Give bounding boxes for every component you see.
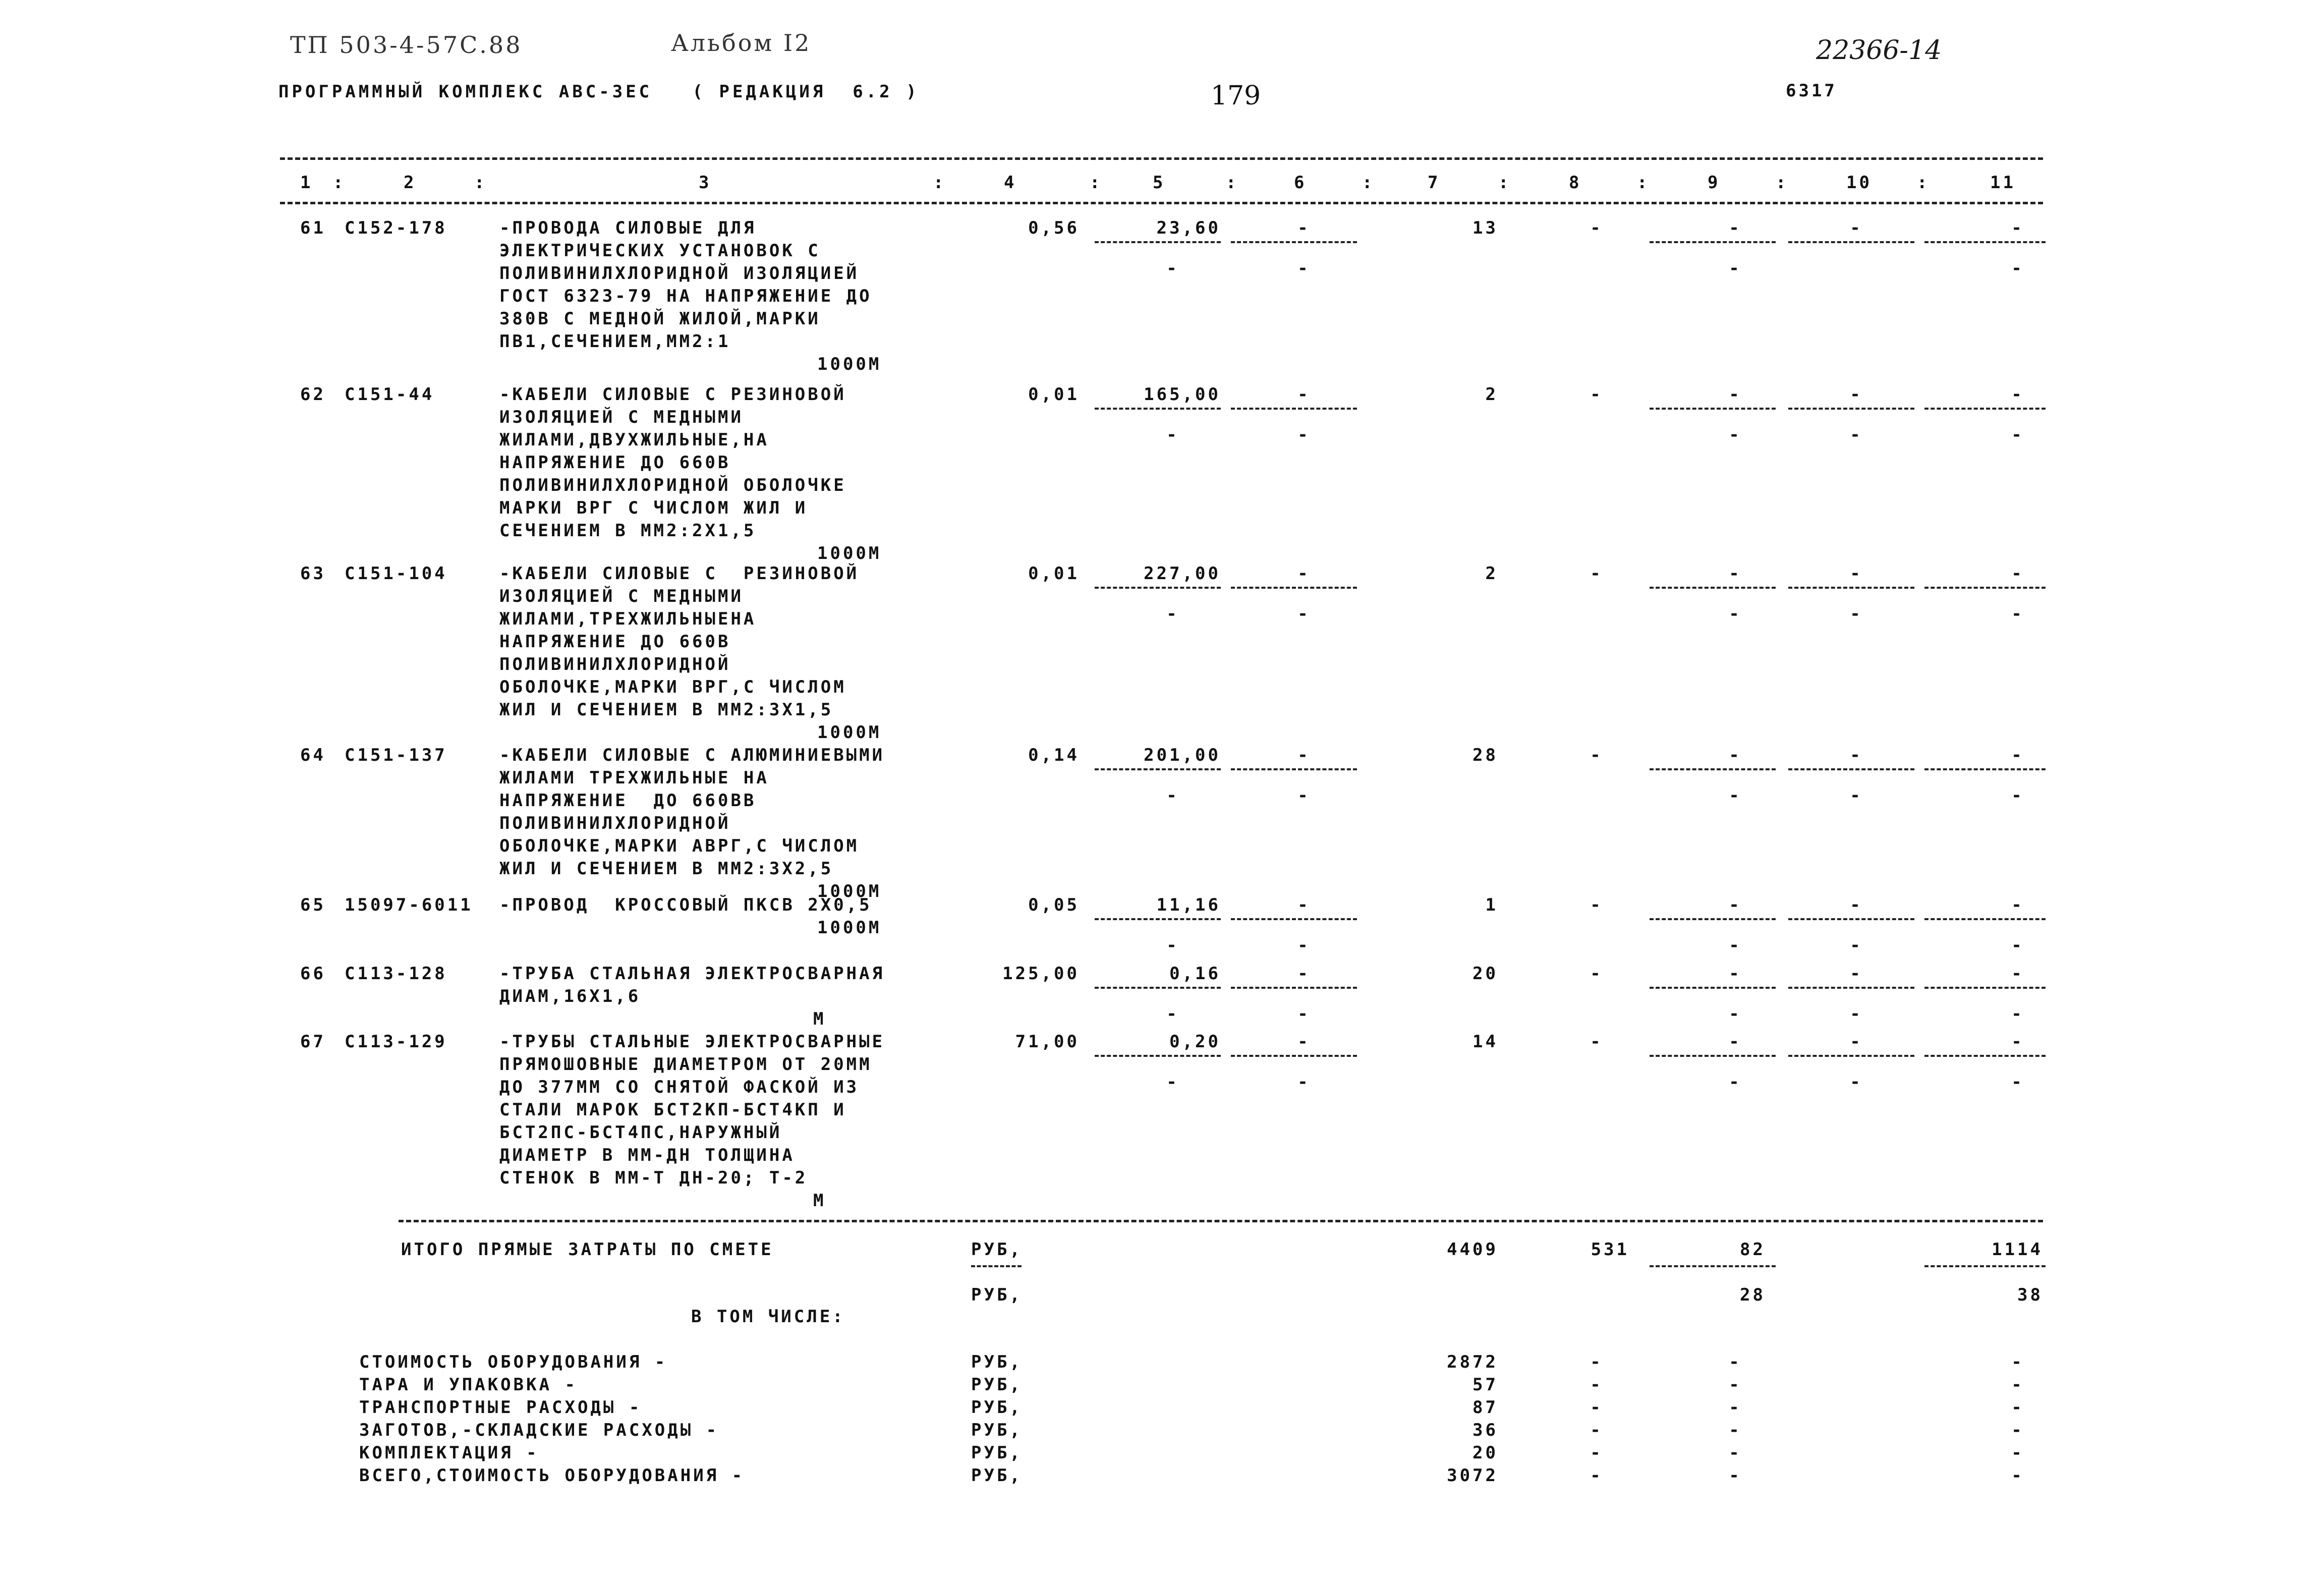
cell-col6: -	[1297, 563, 1311, 584]
column-number: 10	[1846, 173, 1872, 193]
summary-col8: -	[1590, 1420, 1603, 1440]
cell-divider	[1650, 987, 1776, 989]
summary-col9: -	[1729, 1375, 1742, 1395]
cell-col5: 227,00	[1144, 563, 1221, 584]
totals-col7: 4409	[1447, 1239, 1498, 1260]
cell-col8: -	[1590, 745, 1603, 765]
cell-col6: -	[1297, 964, 1311, 984]
row-code: С151-44	[345, 384, 435, 405]
cell-col10: -	[1850, 563, 1863, 584]
cell-col5-lower: -	[1166, 604, 1179, 624]
column-number: 4	[1004, 173, 1017, 193]
summary-col9: -	[1729, 1443, 1742, 1463]
summary-label: ЗАГОТОВ,-СКЛАДСКИЕ РАСХОДЫ -	[359, 1420, 719, 1440]
summary-col7: 2872	[1447, 1352, 1498, 1372]
cell-col10-lower: -	[1850, 1004, 1863, 1024]
cell-col8: -	[1590, 384, 1603, 405]
row-unit: 1000М	[817, 354, 882, 374]
row-unit: 1000М	[817, 543, 882, 563]
cell-col4: 0,05	[1028, 895, 1080, 915]
summary-col8: -	[1590, 1397, 1603, 1418]
cell-divider	[1788, 918, 1914, 920]
cell-divider	[1924, 241, 2046, 243]
column-separator: :	[1637, 173, 1650, 193]
row-description: -ПРОВОД КРОССОВЫЙ ПКСВ 2Х0,5	[499, 895, 872, 915]
cell-col11: -	[2011, 1032, 2024, 1052]
cell-col10: -	[1850, 895, 1863, 915]
cell-divider	[1095, 587, 1221, 589]
cell-col9-lower: -	[1729, 604, 1742, 624]
column-number: 6	[1294, 173, 1307, 193]
cell-col9: -	[1729, 745, 1742, 765]
cell-col4: 0,56	[1028, 218, 1080, 238]
summary-col8: -	[1590, 1465, 1603, 1486]
cell-col6-lower: -	[1297, 785, 1311, 806]
cell-col8: -	[1590, 895, 1603, 915]
summary-col11: -	[2011, 1443, 2024, 1463]
page-number: 179	[1211, 81, 1261, 111]
cell-col11: -	[2011, 964, 2024, 984]
row-code: 15097-6011	[345, 895, 473, 915]
totals-col9-lower: 28	[1740, 1285, 1766, 1305]
totals-col9: 82	[1740, 1239, 1766, 1260]
cell-divider	[1924, 918, 2046, 920]
cell-divider	[1095, 768, 1221, 770]
cell-col6: -	[1297, 745, 1311, 765]
row-description: -КАБЕЛИ СИЛОВЫЕ С РЕЗИНОВОЙ ИЗОЛЯЦИЕЙ С МЕДНЫМИ ЖИЛАМИ,ТРЕХЖИЛЬНЫЕНА НАПРЯЖЕНИЕ ДО 660В ПОЛИВИНИЛХЛОРИДНОЙ ОБОЛОЧКЕ,МАРКИ ВРГ,С ЧИСЛОМ ЖИЛ И СЕЧЕНИЕМ В ММ2:3Х1,5	[499, 563, 860, 720]
cell-col9-lower: -	[1729, 425, 1742, 445]
summary-col11: -	[2011, 1397, 2024, 1418]
summary-col9: -	[1729, 1352, 1742, 1372]
totals-col8: 531	[1591, 1239, 1629, 1260]
cell-divider	[1924, 408, 2046, 410]
cell-col11: -	[2011, 895, 2024, 915]
totals-divider	[971, 1265, 1022, 1267]
cell-col11-lower: -	[2011, 1072, 2024, 1092]
summary-col11: -	[2011, 1465, 2024, 1486]
including-label: В ТОМ ЧИСЛЕ:	[691, 1307, 845, 1327]
summary-unit: РУБ,	[971, 1375, 1023, 1395]
cell-col6-lower: -	[1297, 1004, 1311, 1024]
cell-divider	[1788, 768, 1914, 770]
cell-divider	[1788, 587, 1914, 589]
cell-col11: -	[2011, 384, 2024, 405]
cell-col10-lower: -	[1850, 935, 1863, 955]
summary-label: КОМПЛЕКТАЦИЯ -	[359, 1443, 539, 1463]
cell-col5: 0,20	[1169, 1032, 1221, 1052]
cell-divider	[1650, 587, 1776, 589]
cell-divider	[1231, 987, 1357, 989]
cell-col6-lower: -	[1297, 604, 1311, 624]
cell-col6: -	[1297, 1032, 1311, 1052]
summary-unit: РУБ,	[971, 1420, 1023, 1440]
cell-col10-lower: -	[1850, 604, 1863, 624]
totals-unit-2: РУБ,	[971, 1285, 1023, 1305]
summary-col7: 36	[1472, 1420, 1498, 1440]
cell-divider	[1788, 1055, 1914, 1057]
cell-col5-lower: -	[1166, 258, 1179, 278]
cell-col5: 0,16	[1169, 964, 1221, 984]
cell-col11: -	[2011, 563, 2024, 584]
cell-col6: -	[1297, 895, 1311, 915]
cell-col7: 1	[1485, 895, 1498, 915]
row-description: -ТРУБЫ СТАЛЬНЫЕ ЭЛЕКТРОСВАРНЫЕ ПРЯМОШОВНЫЕ ДИАМЕТРОМ ОТ 20ММ ДО 377ММ СО СНЯТОЙ ФАСКОЙ ИЗ СТАЛИ МАРОК БСТ2КП-БСТ4КП И БСТ2ПС-БСТ4ПС,НАРУЖНЫЙ ДИАМЕТР В ММ-ДН ТОЛЩИНА СТЕНОК В ММ-Т ДН-20; Т-2	[499, 1032, 885, 1188]
row-code: С113-128	[345, 964, 447, 984]
cell-col5-lower: -	[1166, 935, 1179, 955]
summary-label: ТАРА И УПАКОВКА -	[359, 1375, 578, 1395]
album-label: Альбом I2	[671, 29, 812, 57]
cell-divider	[1231, 768, 1357, 770]
program-title: ПРОГРАММНЫЙ КОМПЛЕКС АВС-ЗЕС ( РЕДАКЦИЯ 6.2 )	[278, 82, 920, 102]
cell-divider	[1095, 1055, 1221, 1057]
row-description: -КАБЕЛИ СИЛОВЫЕ С РЕЗИНОВОЙ ИЗОЛЯЦИЕЙ С МЕДНЫМИ ЖИЛАМИ,ДВУХЖИЛЬНЫЕ,НА НАПРЯЖЕНИЕ ДО 660В ПОЛИВИНИЛХЛОРИДНОЙ ОБОЛОЧКЕ МАРКИ ВРГ С ЧИСЛОМ ЖИЛ И СЕЧЕНИЕМ В ММ2:2Х1,5	[499, 384, 846, 541]
cell-col9: -	[1729, 218, 1742, 238]
cell-col9: -	[1729, 964, 1742, 984]
cell-divider	[1095, 408, 1221, 410]
cell-col10: -	[1850, 964, 1863, 984]
row-unit: 1000М	[817, 918, 882, 938]
cell-col11-lower: -	[2011, 258, 2024, 278]
column-separator: :	[474, 173, 487, 193]
cell-col7: 28	[1472, 745, 1498, 765]
cell-col4: 0,01	[1028, 384, 1080, 405]
summary-col8: -	[1590, 1352, 1603, 1372]
summary-col7: 57	[1472, 1375, 1498, 1395]
totals-unit: РУБ,	[971, 1239, 1023, 1260]
cell-divider	[1924, 768, 2046, 770]
column-number: 9	[1708, 173, 1721, 193]
cell-col8: -	[1590, 1032, 1603, 1052]
cell-divider	[1095, 918, 1221, 920]
cell-col7: 20	[1472, 964, 1498, 984]
cell-col9-lower: -	[1729, 785, 1742, 806]
column-separator: :	[933, 173, 946, 193]
cell-col11-lower: -	[2011, 1004, 2024, 1024]
column-separator: :	[1498, 173, 1511, 193]
cell-col4: 0,01	[1028, 563, 1080, 584]
column-number: 11	[1990, 173, 2016, 193]
cell-col10-lower: -	[1850, 1072, 1863, 1092]
cell-divider	[1650, 1055, 1776, 1057]
summary-unit: РУБ,	[971, 1443, 1023, 1463]
cell-divider	[1788, 408, 1914, 410]
cell-col7: 2	[1485, 384, 1498, 405]
summary-unit: РУБ,	[971, 1352, 1023, 1372]
column-separator: :	[1226, 173, 1239, 193]
cell-divider	[1650, 768, 1776, 770]
cell-divider	[1095, 987, 1221, 989]
cell-col10: -	[1850, 384, 1863, 405]
summary-label: СТОИМОСТЬ ОБОРУДОВАНИЯ -	[359, 1352, 668, 1372]
code-right: 6317	[1786, 81, 1837, 101]
cell-col11: -	[2011, 745, 2024, 765]
cell-col11: -	[2011, 218, 2024, 238]
cell-col5: 165,00	[1144, 384, 1221, 405]
cell-col11-lower: -	[2011, 425, 2024, 445]
cell-col5-lower: -	[1166, 1004, 1179, 1024]
summary-col8: -	[1590, 1375, 1603, 1395]
cell-col8: -	[1590, 218, 1603, 238]
row-number: 61	[300, 218, 326, 238]
totals-divider	[1650, 1265, 1776, 1267]
column-separator: :	[1917, 173, 1930, 193]
cell-divider	[1788, 241, 1914, 243]
row-code: С151-104	[345, 563, 447, 584]
summary-col7: 20	[1472, 1443, 1498, 1463]
summary-col7: 3072	[1447, 1465, 1498, 1486]
cell-col10: -	[1850, 218, 1863, 238]
totals-rule	[399, 1220, 2043, 1222]
cell-divider	[1231, 587, 1357, 589]
cell-col9-lower: -	[1729, 1004, 1742, 1024]
cell-divider	[1231, 1055, 1357, 1057]
cell-col7: 14	[1472, 1032, 1498, 1052]
row-number: 66	[300, 964, 326, 984]
column-separator: :	[1362, 173, 1375, 193]
row-number: 62	[300, 384, 326, 405]
cell-col4: 71,00	[1015, 1032, 1080, 1052]
cell-col6-lower: -	[1297, 1072, 1311, 1092]
column-number: 1	[300, 173, 313, 193]
cell-col5-lower: -	[1166, 425, 1179, 445]
summary-label: ВСЕГО,СТОИМОСТЬ ОБОРУДОВАНИЯ -	[359, 1465, 745, 1486]
cell-col9: -	[1729, 563, 1742, 584]
cell-col4: 125,00	[1002, 964, 1080, 984]
cell-col11-lower: -	[2011, 604, 2024, 624]
column-separator: :	[1090, 173, 1103, 193]
cell-col9-lower: -	[1729, 935, 1742, 955]
table-top-rule	[280, 157, 2043, 160]
summary-col11: -	[2011, 1420, 2024, 1440]
summary-col9: -	[1729, 1465, 1742, 1486]
row-number: 67	[300, 1032, 326, 1052]
column-header-rule	[280, 202, 2043, 204]
cell-col7: 2	[1485, 563, 1498, 584]
cell-divider	[1924, 1055, 2046, 1057]
cell-divider	[1924, 987, 2046, 989]
row-code: С113-129	[345, 1032, 447, 1052]
cell-divider	[1650, 408, 1776, 410]
row-unit: М	[813, 1009, 826, 1029]
row-unit: 1000М	[817, 881, 882, 901]
cell-col7: 13	[1472, 218, 1498, 238]
handwritten-reference: 22366-14	[1816, 35, 1942, 66]
summary-col9: -	[1729, 1397, 1742, 1418]
cell-col9: -	[1729, 384, 1742, 405]
cell-col10: -	[1850, 745, 1863, 765]
row-description: -ТРУБА СТАЛЬНАЯ ЭЛЕКТРОСВАРНАЯ ДИАМ,16Х1,6	[499, 964, 885, 1006]
cell-divider	[1231, 918, 1357, 920]
cell-col11-lower: -	[2011, 785, 2024, 806]
cell-col5: 11,16	[1156, 895, 1221, 915]
row-description: -ПРОВОДА СИЛОВЫЕ ДЛЯ ЭЛЕКТРИЧЕСКИХ УСТАНОВОК С ПОЛИВИНИЛХЛОРИДНОЙ ИЗОЛЯЦИЕЙ ГОСТ 6323-79 НА НАПРЯЖЕНИЕ ДО 380В С МЕДНОЙ ЖИЛОЙ,МАРКИ ПВ1,СЕЧЕНИЕМ,ММ2:1	[499, 218, 872, 352]
cell-col10: -	[1850, 1032, 1863, 1052]
totals-col11-lower: 38	[2017, 1285, 2043, 1305]
cell-col11-lower: -	[2011, 935, 2024, 955]
row-number: 63	[300, 563, 326, 584]
cell-col6-lower: -	[1297, 935, 1311, 955]
cell-divider	[1788, 987, 1914, 989]
cell-divider	[1095, 241, 1221, 243]
summary-col9: -	[1729, 1420, 1742, 1440]
summary-col11: -	[2011, 1375, 2024, 1395]
totals-divider	[1924, 1265, 2046, 1267]
column-number: 2	[404, 173, 417, 193]
cell-divider	[1231, 241, 1357, 243]
cell-col6: -	[1297, 384, 1311, 405]
cell-divider	[1650, 918, 1776, 920]
cell-col4: 0,14	[1028, 745, 1080, 765]
cell-col10-lower: -	[1850, 785, 1863, 806]
cell-col6-lower: -	[1297, 258, 1311, 278]
cell-col5-lower: -	[1166, 785, 1179, 806]
summary-col11: -	[2011, 1352, 2024, 1372]
summary-unit: РУБ,	[971, 1465, 1023, 1486]
column-number: 5	[1153, 173, 1166, 193]
column-separator: :	[333, 173, 346, 193]
cell-col9-lower: -	[1729, 1072, 1742, 1092]
row-number: 64	[300, 745, 326, 765]
cell-col5: 23,60	[1156, 218, 1221, 238]
row-code: С152-178	[345, 218, 447, 238]
cell-col5: 201,00	[1144, 745, 1221, 765]
summary-col8: -	[1590, 1443, 1603, 1463]
row-number: 65	[300, 895, 326, 915]
summary-unit: РУБ,	[971, 1397, 1023, 1418]
cell-col5-lower: -	[1166, 1072, 1179, 1092]
totals-label: ИТОГО ПРЯМЫЕ ЗАТРАТЫ ПО СМЕТЕ	[401, 1239, 774, 1260]
doc-code: ТП 503-4-57С.88	[290, 31, 523, 59]
cell-col10-lower: -	[1850, 425, 1863, 445]
cell-divider	[1650, 241, 1776, 243]
cell-col9-lower: -	[1729, 258, 1742, 278]
cell-col6: -	[1297, 218, 1311, 238]
cell-col9: -	[1729, 1032, 1742, 1052]
cell-col8: -	[1590, 964, 1603, 984]
row-code: С151-137	[345, 745, 447, 765]
column-separator: :	[1776, 173, 1789, 193]
row-unit: 1000М	[817, 722, 882, 743]
row-description: -КАБЕЛИ СИЛОВЫЕ С АЛЮМИНИЕВЫМИ ЖИЛАМИ ТРЕХЖИЛЬНЫЕ НА НАПРЯЖЕНИЕ ДО 660ВВ ПОЛИВИНИЛХЛОРИДНОЙ ОБОЛОЧКЕ,МАРКИ АВРГ,С ЧИСЛОМ ЖИЛ И СЕЧЕНИЕМ В ММ2:3Х2,5	[499, 745, 885, 879]
cell-col6-lower: -	[1297, 425, 1311, 445]
summary-label: ТРАНСПОРТНЫЕ РАСХОДЫ -	[359, 1397, 642, 1418]
column-number: 7	[1428, 173, 1441, 193]
summary-col7: 87	[1472, 1397, 1498, 1418]
column-number: 8	[1569, 173, 1582, 193]
cell-col9: -	[1729, 895, 1742, 915]
cell-divider	[1924, 587, 2046, 589]
cell-divider	[1231, 408, 1357, 410]
totals-col11: 1114	[1992, 1239, 2043, 1260]
row-unit: М	[813, 1191, 826, 1211]
cell-col8: -	[1590, 563, 1603, 584]
column-number: 3	[699, 173, 712, 193]
